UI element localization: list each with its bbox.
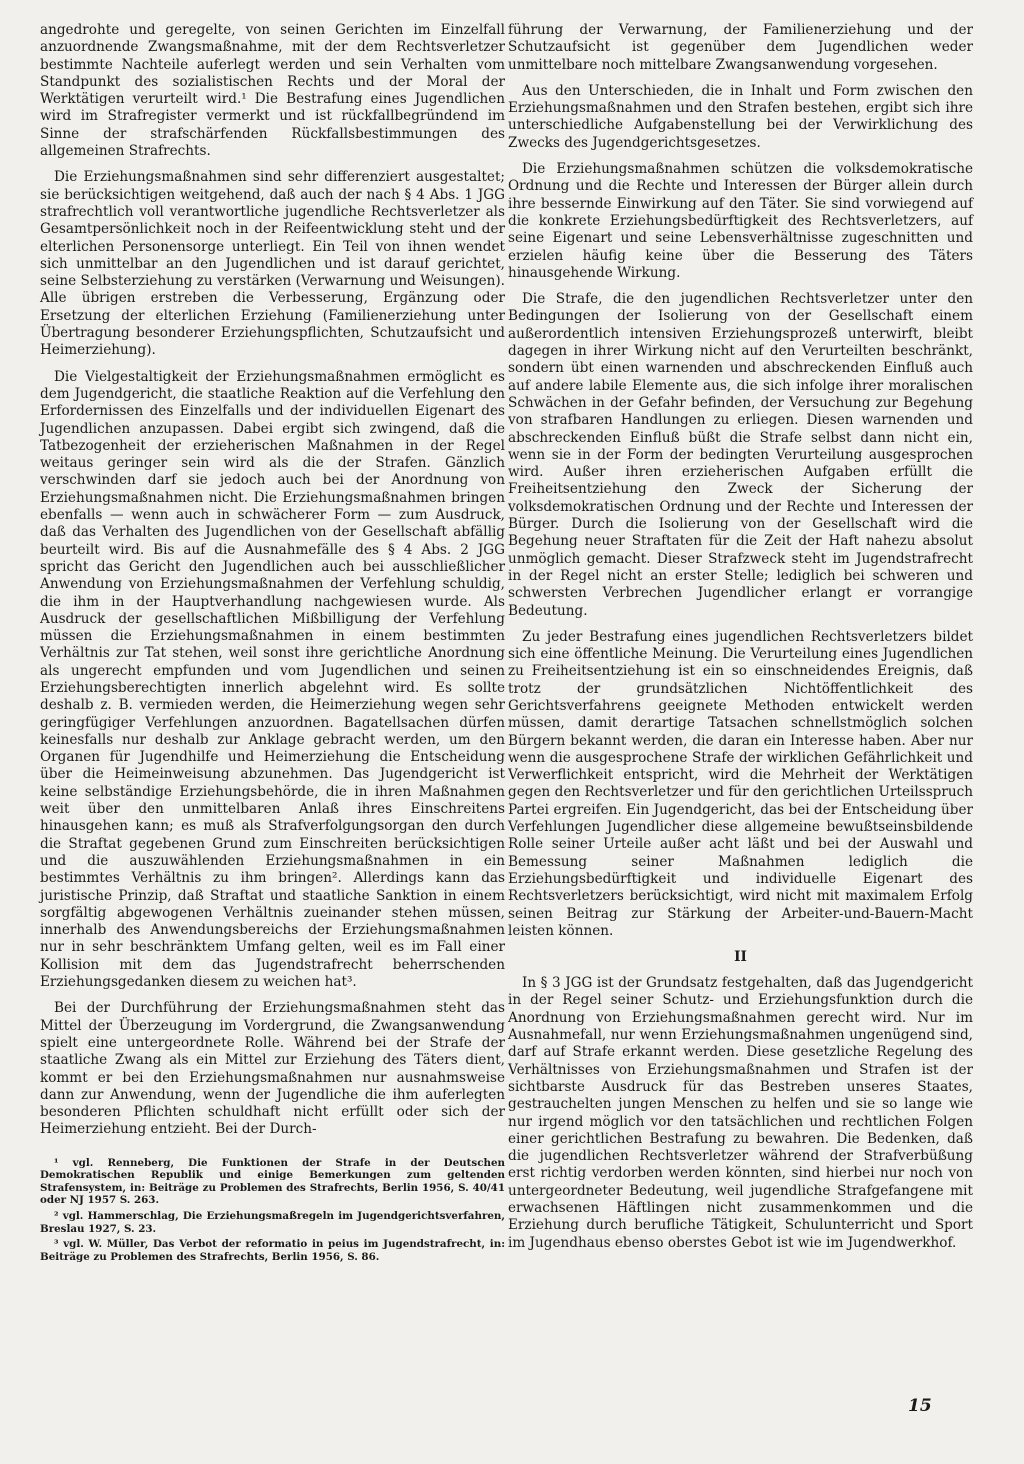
page-number: 15	[908, 1396, 932, 1416]
paragraph: angedrohte und geregelte, von seinen Gerichten im Einzelfall anzuordnende Zwangsmaßnahme, mit der dem Rechtsverletzer bestimmte Nachteile auferlegt werden und sein Verhalten vom Standpunkt des sozialistischen Rechts und der Moral der Werktätigen verurteilt wird.¹ Die Bestrafung eines Jugendlichen wird im Strafregister vermerkt und ist rückfallbegründend im Sinne der strafschärfenden Rückfallsbestimmungen des allgemeinen Strafrechts.	[40, 22, 505, 160]
paragraph: Die Vielgestaltigkeit der Erziehungsmaßnahmen ermöglicht es dem Jugendgericht, die staatliche Reaktion auf die Verfehlung den Erfordernissen des Einzelfalls und der individuellen Eigenart des Jugendlichen anzupassen. Dabei ergibt sich zwingend, daß die Tatbezogenheit der erzieherischen Maßnahmen in der Regel weitaus geringer sein wird als die der Strafen. Gänzlich verschwinden darf sie jedoch auch bei der Anordnung von Erziehungsmaßnahmen nicht. Die Erziehungsmaßnahmen bringen ebenfalls — wenn auch in schwächerer Form — zum Ausdruck, daß das Verhalten des Jugendlichen von der Gesellschaft abfällig beurteilt wird. Bis auf die Ausnahmefälle des § 4 Abs. 2 JGG spricht das Gericht den Jugendlichen auch bei ausschließlicher Anwendung von Erziehungsmaßnahmen der Verfehlung schuldig, die ihm in der Hauptverhandlung nachgewiesen wurde. Als Ausdruck der gesellschaftlichen Mißbilligung der Verfehlung müssen die Erziehungsmaßnahmen in einem bestimmten Verhältnis zur Tat stehen, weil sonst ihre gerichtliche Anordnung als ungerecht empfunden und vom Jugendlichen und seinen Erziehungsberechtigten innerlich abgelehnt wird. Es sollte deshalb z. B. vermieden werden, die Heimerziehung wegen sehr geringfügiger Verfehlungen anzuordnen. Bagatellsachen dürfen keinesfalls nur deshalb zur Anklage gebracht werden, um den Organen für Jugendhilfe und Heimerziehung die Entscheidung über die Heimeinweisung abzunehmen. Das Jugendgericht ist keine selbständige Erziehungsbehörde, die in ihren Maßnahmen weit über den unmittelbaren Anlaß ihres Einschreitens hinausgehen kann; es muß als Strafverfolgungsorgan den durch die Straftat gegebenen Grund zum Einschreiten berücksichtigen und die auszuwählenden Erziehungsmaßnahmen in ein bestimmtes Verhältnis zu ihm bringen². Allerdings kann das juristische Prinzip, daß Straftat und staatliche Sanktion in einem sorgfältig abgewogenen Verhältnis zueinander stehen müssen, innerhalb des Anwendungsbereichs der Erziehungsmaßnahmen nur in sehr beschränktem Umfang gelten, weil es im Fall einer Kollision mit dem das Jugendstrafrecht beherrschenden Erziehungsgedanken diesem zu weichen hat³.	[40, 368, 505, 991]
left-column	[40, 22, 505, 1266]
paragraph: Die Erziehungsmaßnahmen sind sehr differenziert ausgestaltet; sie berücksichtigen weitgehend, daß auch der nach § 4 Abs. 1 JGG strafrechtlich voll verantwortliche jugendliche Rechtsverletzer als Gesamtpersönlichkeit noch in der Reifeentwicklung steht und der elterlichen Personensorge unterliegt. Ein Teil von ihnen wendet sich unmittelbar an den Jugendlichen und ist darauf gerichtet, seine Selbsterziehung zu verstärken (Verwarnung und Weisungen). Alle übrigen erstreben die Verbesserung, Ergänzung oder Ersetzung der elterlichen Erziehung (Familienerziehung unter Übertragung besonderer Erziehungspflichten, Schutzaufsicht und Heimerziehung).	[40, 169, 505, 359]
section-heading: II	[734, 949, 747, 966]
paragraph: Aus den Unterschieden, die in Inhalt und Form zwischen den Erziehungsmaßnahmen und den Strafen bestehen, ergibt sich ihre unterschiedliche Aufgabenstellung bei der Verwirklichung des Zwecks des Jugendgerichtsgesetzes.	[508, 82, 973, 151]
footnote-3: ³ vgl. W. Müller, Das Verbot der reformatio in peius im Jugendstrafrecht, in: Beiträge zu Problemen des Strafrechts, Berlin 1956, S. 86.	[40, 1238, 505, 1263]
footnotes	[40, 1157, 505, 1264]
paragraph: Zu jeder Bestrafung eines jugendlichen Rechtsverletzers bildet sich eine öffentliche Meinung. Die Verurteilung eines Jugendlichen zu Freiheitsentziehung ist ein so einschneidendes Ereignis, daß trotz der grundsätzlichen Nichtöffentlichkeit des Gerichtsverfahrens geeignete Methoden entwickelt werden müssen, damit derartige Tatsachen schnellstmöglich solchen Bürgern bekannt werden, die daran ein Interesse haben. Aber nur wenn die ausgesprochene Strafe der wirklichen Gefährlichkeit und Verwerflichkeit entspricht, wird die Mehrheit der Werktätigen gegen den Rechtsverletzer und für den gerichtlichen Urteilsspruch Partei ergreifen. Ein Jugendgericht, das bei der Entscheidung über Verfehlungen Jugendlicher diese allgemeine bewußtseinsbildende Rolle seiner Urteile außer acht läßt und bei der Auswahl und Bemessung seiner Maßnahmen lediglich die Erziehungsbedürftigkeit und individuelle Eigenart des Rechtsverletzers berücksichtigt, wird nicht mit maximalem Erfolg seinen Beitrag zur Stärkung der Arbeiter-und-Bauern-Macht leisten können.	[508, 628, 973, 939]
paragraph: In § 3 JGG ist der Grundsatz festgehalten, daß das Jugendgericht in der Regel seiner Schutz- und Erziehungsfunktion durch die Anordnung von Erziehungsmaßnahmen gerecht wird. Nur im Ausnahmefall, nur wenn Erziehungsmaßnahmen ungenügend sind, darf auf Strafe erkannt werden. Diese gesetzliche Regelung des Verhältnisses von Erziehungsmaßnahmen und Strafen ist der sichtbarste Ausdruck für das Bestreben unseres Staates, gestrauchelten jungen Menschen zu helfen und sie so lange wie nur irgend möglich vor den tatsächlichen und rechtlichen Folgen einer gerichtlichen Bestrafung zu bewahren. Die Bedenken, daß die jugendlichen Rechtsverletzer während der Strafverbüßung erst richtig verdorben werden könnten, sind hierbei nur noch von untergeordneter Bedeutung, weil jugendliche Strafgefangene mit erwachsenen Häftlingen nicht zusammenkommen und die Erziehung durch berufliche Tätigkeit, Schulunterricht und Sport im Jugendhaus ebenso oberstes Gebot ist wie im Jugendwerkhof.	[508, 975, 973, 1251]
paragraph: Bei der Durchführung der Erziehungsmaßnahmen steht das Mittel der Überzeugung im Vordergrund, die Zwangsanwendung spielt eine untergeordnete Rolle. Während bei der Strafe der staatliche Zwang als ein Mittel zur Erziehung des Täters dient, kommt er bei den Erziehungsmaßnahmen nur ausnahmsweise dann zur Anwendung, wenn der Jugendliche die ihm auferlegten besonderen Pflichten schuldhaft nicht erfüllt oder sich der Heimerziehung entzieht. Bei der Durch-	[40, 1000, 505, 1138]
footnote-1: ¹ vgl. Renneberg, Die Funktionen der Strafe in der Deutschen Demokratischen Republik und einige Bemerkungen zum geltenden Strafensystem, in: Beiträge zu Problemen des Strafrechts, Berlin 1956, S. 40/41 oder NJ 1957 S. 263.	[40, 1156, 505, 1207]
paragraph: Die Strafe, die den jugendlichen Rechtsverletzer unter den Bedingungen der Isolierung von der Gesellschaft einem außerordentlich intensiven Erziehungsprozeß unterwirft, bleibt dagegen in ihrer Wirkung nicht auf den Verurteilten beschränkt, sondern übt einen warnenden und abschreckenden Einfluß auch auf andere labile Elemente aus, die sich infolge ihrer moralischen Schwächen in der Gefahr befinden, der Versuchung zur Begehung von strafbaren Handlungen zu erliegen. Diesen warnenden und abschreckenden Einfluß büßt die Strafe selbst dann nicht ein, wenn sie in der Form der bedingten Verurteilung ausgesprochen wird. Außer ihren erzieherischen Aufgaben erfüllt die Freiheitsentziehung den Zweck der Sicherung der volksdemokratischen Ordnung und der Rechte und Interessen der Bürger. Durch die Isolierung von der Gesellschaft wird die Begehung neuer Straftaten für die Zeit der Haft nahezu absolut unmöglich gemacht. Dieser Strafzweck steht im Jugendstrafrecht in der Regel nicht an erster Stelle; lediglich bei schweren und schwersten Verbrechen Jugendlicher erlangt er vorrangige Bedeutung.	[508, 291, 973, 619]
paragraph: Die Erziehungsmaßnahmen schützen die volksdemokratische Ordnung und die Rechte und Interessen der Bürger allein durch ihre bessernde Einwirkung auf den Täter. Sie sind vorwiegend auf die konkrete Erziehungsbedürftigkeit des Rechtsverletzers, auf seine Eigenart und seine Lebensverhältnisse zugeschnitten und erzielen häufig keine über die Besserung des Täters hinausgehende Wirkung.	[508, 161, 973, 281]
footnote-2: ² vgl. Hammerschlag, Die Erziehungsmaßregeln im Jugendgerichtsverfahren, Breslau 1927, S. 23.	[40, 1210, 505, 1235]
paragraph: führung der Verwarnung, der Familienerziehung und der Schutzaufsicht ist gegenüber dem Jugendlichen weder unmittelbare noch mittelbare Zwangsanwendung vorgesehen.	[508, 22, 973, 73]
right-column	[508, 22, 973, 1261]
